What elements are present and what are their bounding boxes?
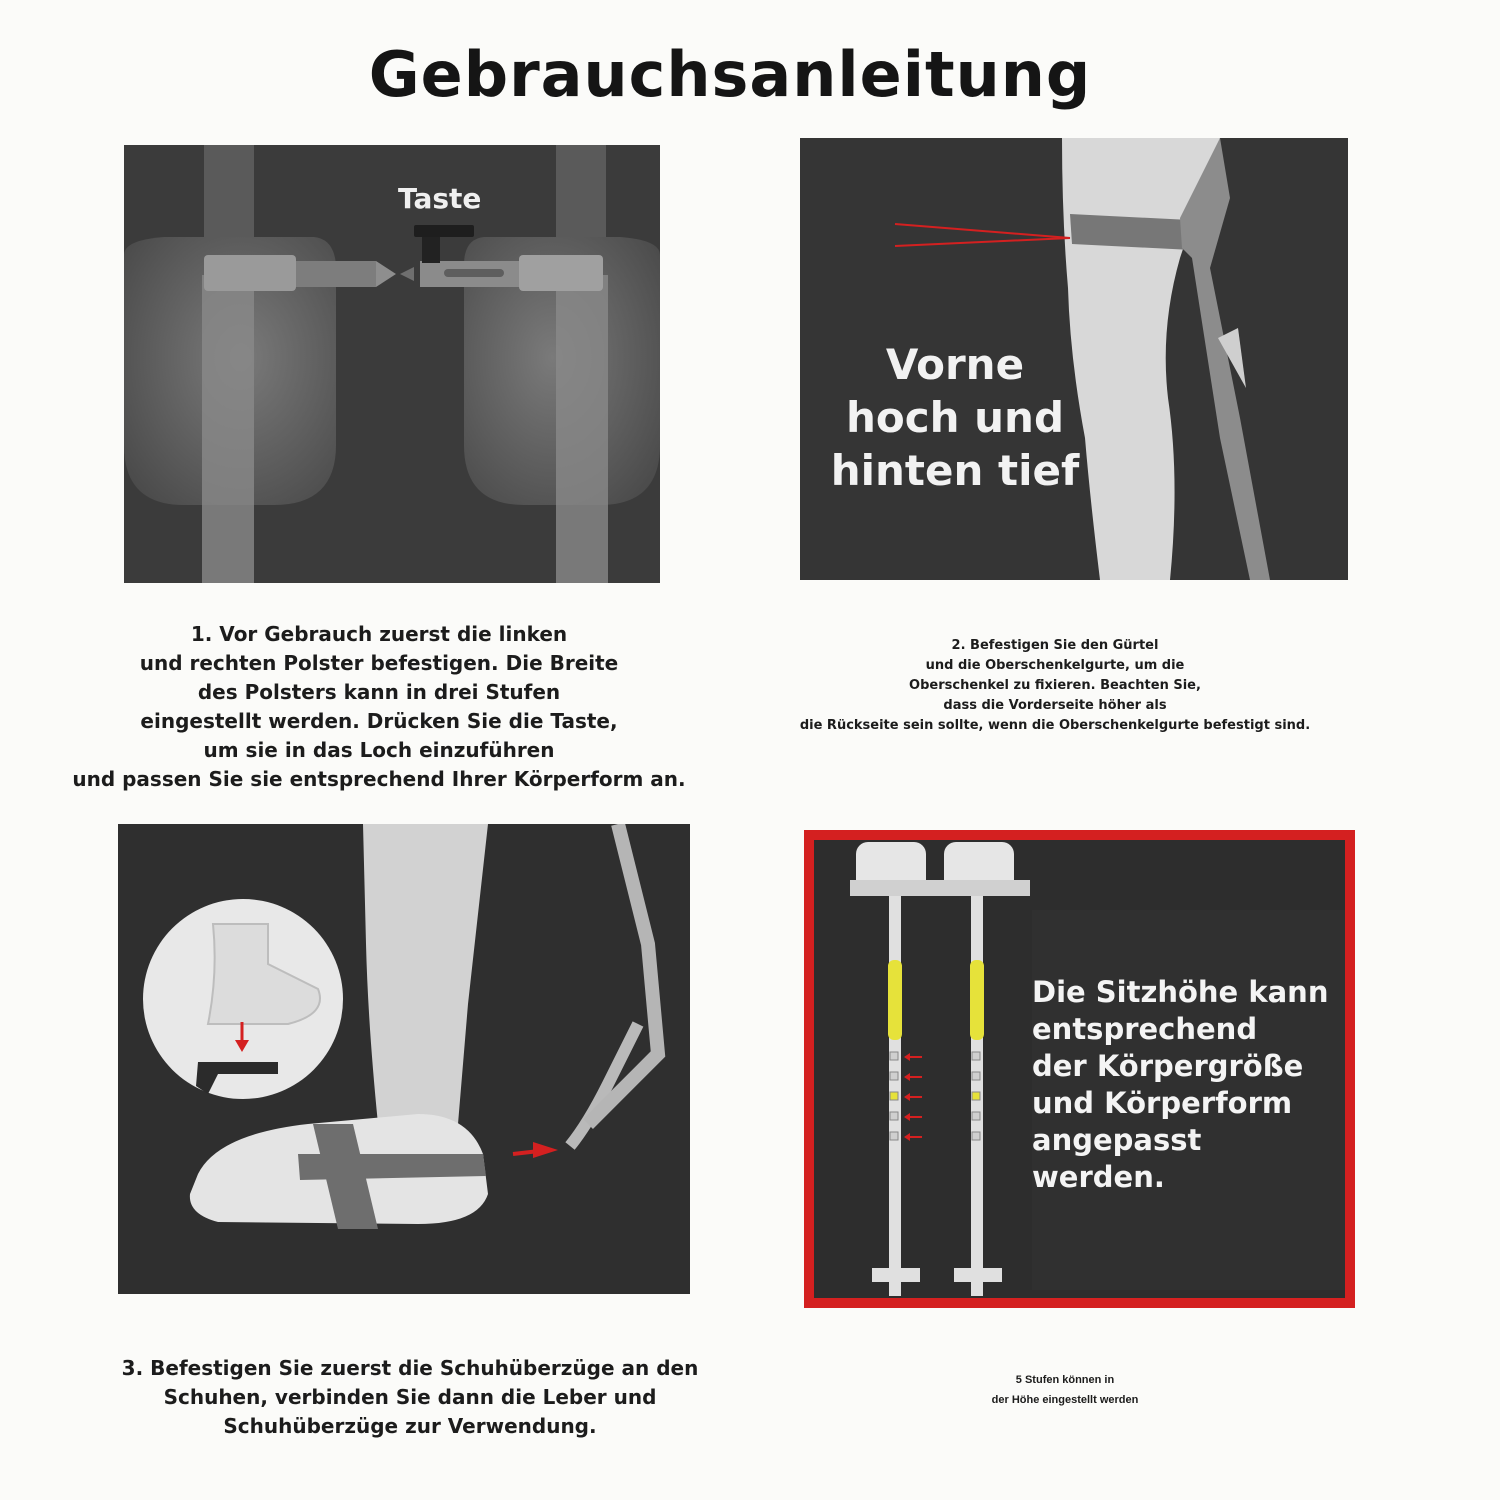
overlay-line: Vorne <box>885 340 1025 389</box>
caption-line: der Höhe eingestellt werden <box>991 1394 1139 1406</box>
caption-line: und die Oberschenkelgurte, um die <box>925 658 1185 673</box>
caption-line: 3. Befestigen Sie zuerst die Schuhüberzüge an den <box>121 1356 699 1380</box>
caption-step-4 <box>960 1370 1170 1410</box>
overlay-front-high-back-low <box>830 338 1080 497</box>
panel-shoe-cover-image <box>118 824 690 1294</box>
caption-step-2 <box>790 636 1320 736</box>
overlay-line: werden. <box>1032 1160 1165 1194</box>
panel-seat-height-inner <box>814 840 1345 1298</box>
caption-line: und rechten Polster befestigen. Die Breite <box>139 651 619 675</box>
panel-thigh-strap-image <box>800 138 1348 580</box>
caption-line: die Rückseite sein sollte, wenn die Oberschenkelgurte befestigt sind. <box>799 718 1311 733</box>
caption-step-3 <box>60 1354 760 1441</box>
page-title: Gebrauchsanleitung <box>368 38 1092 111</box>
overlay-line: hoch und <box>845 393 1065 442</box>
overlay-line: hinten tief <box>830 446 1080 495</box>
caption-line: dass die Vorderseite höher als <box>943 698 1167 713</box>
overlay-line: Die Sitzhöhe kann <box>1032 975 1329 1009</box>
overlay-line: entsprechend <box>1032 1012 1258 1046</box>
caption-line: 2. Befestigen Sie den Gürtel <box>951 638 1159 653</box>
button-label: Taste <box>398 182 482 215</box>
caption-line: um sie in das Loch einzuführen <box>203 738 555 762</box>
overlay-seat-height-adjustable <box>1032 974 1342 1196</box>
overlay-line: und Körperform <box>1032 1086 1293 1120</box>
panel-seat-height-image <box>804 830 1355 1308</box>
caption-line: Schuhüberzüge zur Verwendung. <box>223 1414 597 1438</box>
overlay-line: der Körpergröße <box>1032 1049 1304 1083</box>
caption-line: des Polsters kann in drei Stufen <box>197 680 561 704</box>
caption-step-1 <box>54 620 704 794</box>
caption-line: eingestellt werden. Drücken Sie die Taste, <box>140 709 618 733</box>
caption-line: 5 Stufen können in <box>1015 1374 1115 1386</box>
caption-line: 1. Vor Gebrauch zuerst die linken <box>190 622 568 646</box>
caption-line: und passen Sie sie entsprechend Ihrer Körperform an. <box>72 767 686 791</box>
panel-pads-image <box>124 145 660 583</box>
caption-line: Oberschenkel zu fixieren. Beachten Sie, <box>909 678 1201 693</box>
overlay-line: angepasst <box>1032 1123 1202 1157</box>
caption-line: Schuhen, verbinden Sie dann die Leber und <box>163 1385 657 1409</box>
